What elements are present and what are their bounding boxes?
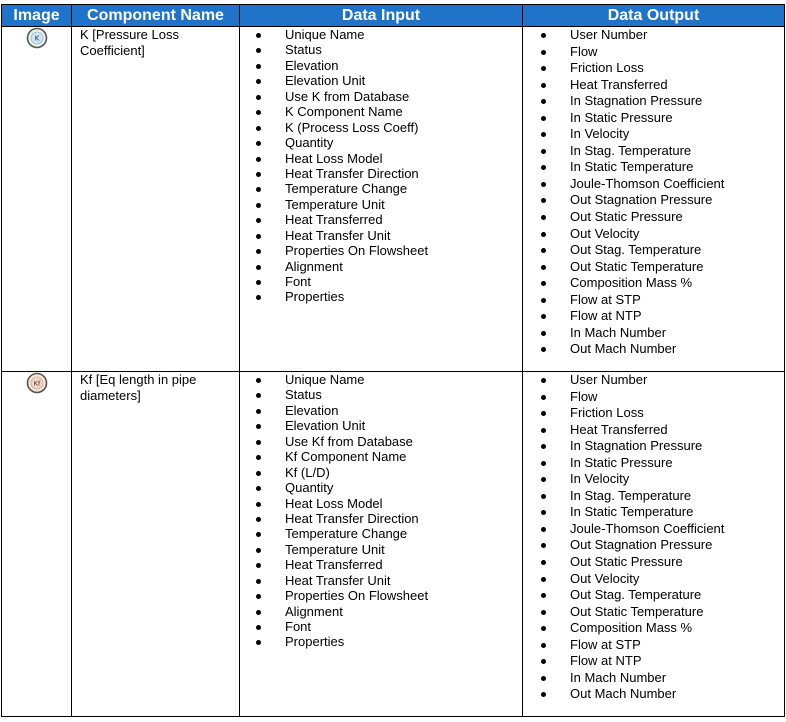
component-name-cell — [72, 27, 240, 372]
list-item: Friction Loss — [523, 60, 784, 77]
list-item: Unique Name — [240, 27, 522, 42]
list-item: Heat Transferred — [523, 422, 784, 439]
list-item: Heat Transfer Direction — [240, 511, 522, 526]
list-item: Out Mach Number — [523, 341, 784, 358]
list-item: Joule-Thomson Coefficient — [523, 176, 784, 193]
header-component-name: Component Name — [72, 5, 240, 27]
list-item: In Stag. Temperature — [523, 488, 784, 505]
list-item: Flow at STP — [523, 292, 784, 309]
list-item: Heat Transfer Direction — [240, 166, 522, 181]
header-row — [2, 5, 785, 27]
list-item: In Static Temperature — [523, 159, 784, 176]
list-item: In Stagnation Pressure — [523, 93, 784, 110]
header-image: Image — [2, 5, 72, 27]
list-item: Out Velocity — [523, 571, 784, 588]
list-item: Heat Transfer Unit — [240, 228, 522, 243]
svg-text:K: K — [34, 34, 39, 43]
list-item: Use K from Database — [240, 89, 522, 104]
component-name-cell — [72, 372, 240, 717]
list-item: Kf (L/D) — [240, 465, 522, 480]
list-item: Properties On Flowsheet — [240, 243, 522, 258]
list-item: Out Velocity — [523, 226, 784, 243]
list-item: Heat Transfer Unit — [240, 573, 522, 588]
list-item: Flow at NTP — [523, 308, 784, 325]
list-item: Out Stag. Temperature — [523, 587, 784, 604]
list-item: Temperature Unit — [240, 542, 522, 557]
list-item: K (Process Loss Coeff) — [240, 120, 522, 135]
image-cell — [2, 372, 72, 717]
list-item: Elevation Unit — [240, 73, 522, 88]
list-item: Kf Component Name — [240, 449, 522, 464]
image-cell — [2, 27, 72, 372]
list-item: Use Kf from Database — [240, 434, 522, 449]
data-output-cell — [523, 27, 785, 372]
table-row — [2, 27, 785, 372]
list-item: Properties — [240, 289, 522, 304]
header-data-input: Data Input — [240, 5, 523, 27]
list-item: Flow — [523, 44, 784, 61]
list-item: In Static Pressure — [523, 455, 784, 472]
list-item: User Number — [523, 27, 784, 44]
list-item: Temperature Unit — [240, 197, 522, 212]
list-item: Elevation Unit — [240, 418, 522, 433]
list-item: Out Stag. Temperature — [523, 242, 784, 259]
list-item: Composition Mass % — [523, 275, 784, 292]
data-output-list — [523, 372, 784, 703]
list-item: In Stag. Temperature — [523, 143, 784, 160]
list-item: User Number — [523, 372, 784, 389]
list-item: Unique Name — [240, 372, 522, 387]
list-item: Heat Loss Model — [240, 151, 522, 166]
list-item: Heat Transferred — [523, 77, 784, 94]
component-table — [1, 4, 785, 717]
list-item: Joule-Thomson Coefficient — [523, 521, 784, 538]
list-item: Quantity — [240, 135, 522, 150]
list-item: Heat Loss Model — [240, 496, 522, 511]
list-item: Elevation — [240, 58, 522, 73]
list-item: Flow — [523, 389, 784, 406]
list-item: In Velocity — [523, 471, 784, 488]
list-item: Flow at STP — [523, 637, 784, 654]
k-component-icon — [26, 27, 48, 52]
list-item: Out Static Temperature — [523, 259, 784, 276]
list-item: Temperature Change — [240, 526, 522, 541]
list-item: K Component Name — [240, 104, 522, 119]
list-item: Out Mach Number — [523, 686, 784, 703]
data-input-cell — [240, 27, 523, 372]
list-item: Heat Transferred — [240, 212, 522, 227]
list-item: Out Static Pressure — [523, 554, 784, 571]
list-item: In Mach Number — [523, 670, 784, 687]
list-item: Flow at NTP — [523, 653, 784, 670]
list-item: In Static Pressure — [523, 110, 784, 127]
list-item: Elevation — [240, 403, 522, 418]
list-item: Alignment — [240, 259, 522, 274]
list-item: Properties On Flowsheet — [240, 588, 522, 603]
kf-component-icon — [26, 372, 48, 397]
list-item: In Stagnation Pressure — [523, 438, 784, 455]
data-input-list — [240, 27, 522, 305]
list-item: Status — [240, 387, 522, 402]
list-item: Quantity — [240, 480, 522, 495]
list-item: Out Stagnation Pressure — [523, 537, 784, 554]
list-item: Out Static Pressure — [523, 209, 784, 226]
data-output-list — [523, 27, 784, 358]
list-item: Font — [240, 619, 522, 634]
list-item: Out Static Temperature — [523, 604, 784, 621]
list-item: Status — [240, 42, 522, 57]
svg-text:Kf: Kf — [33, 379, 40, 388]
table-row — [2, 372, 785, 717]
component-name: Kf [Eq length in pipe diameters] — [80, 372, 197, 403]
list-item: In Mach Number — [523, 325, 784, 342]
list-item: Temperature Change — [240, 181, 522, 196]
list-item: Composition Mass % — [523, 620, 784, 637]
list-item: Alignment — [240, 604, 522, 619]
list-item: In Static Temperature — [523, 504, 784, 521]
list-item: In Velocity — [523, 126, 784, 143]
data-input-list — [240, 372, 522, 650]
list-item: Font — [240, 274, 522, 289]
list-item: Out Stagnation Pressure — [523, 192, 784, 209]
header-data-output: Data Output — [523, 5, 785, 27]
list-item: Properties — [240, 634, 522, 649]
list-item: Heat Transferred — [240, 557, 522, 572]
data-output-cell — [523, 372, 785, 717]
component-name: K [Pressure Loss Coefficient] — [80, 27, 179, 58]
list-item: Friction Loss — [523, 405, 784, 422]
data-input-cell — [240, 372, 523, 717]
